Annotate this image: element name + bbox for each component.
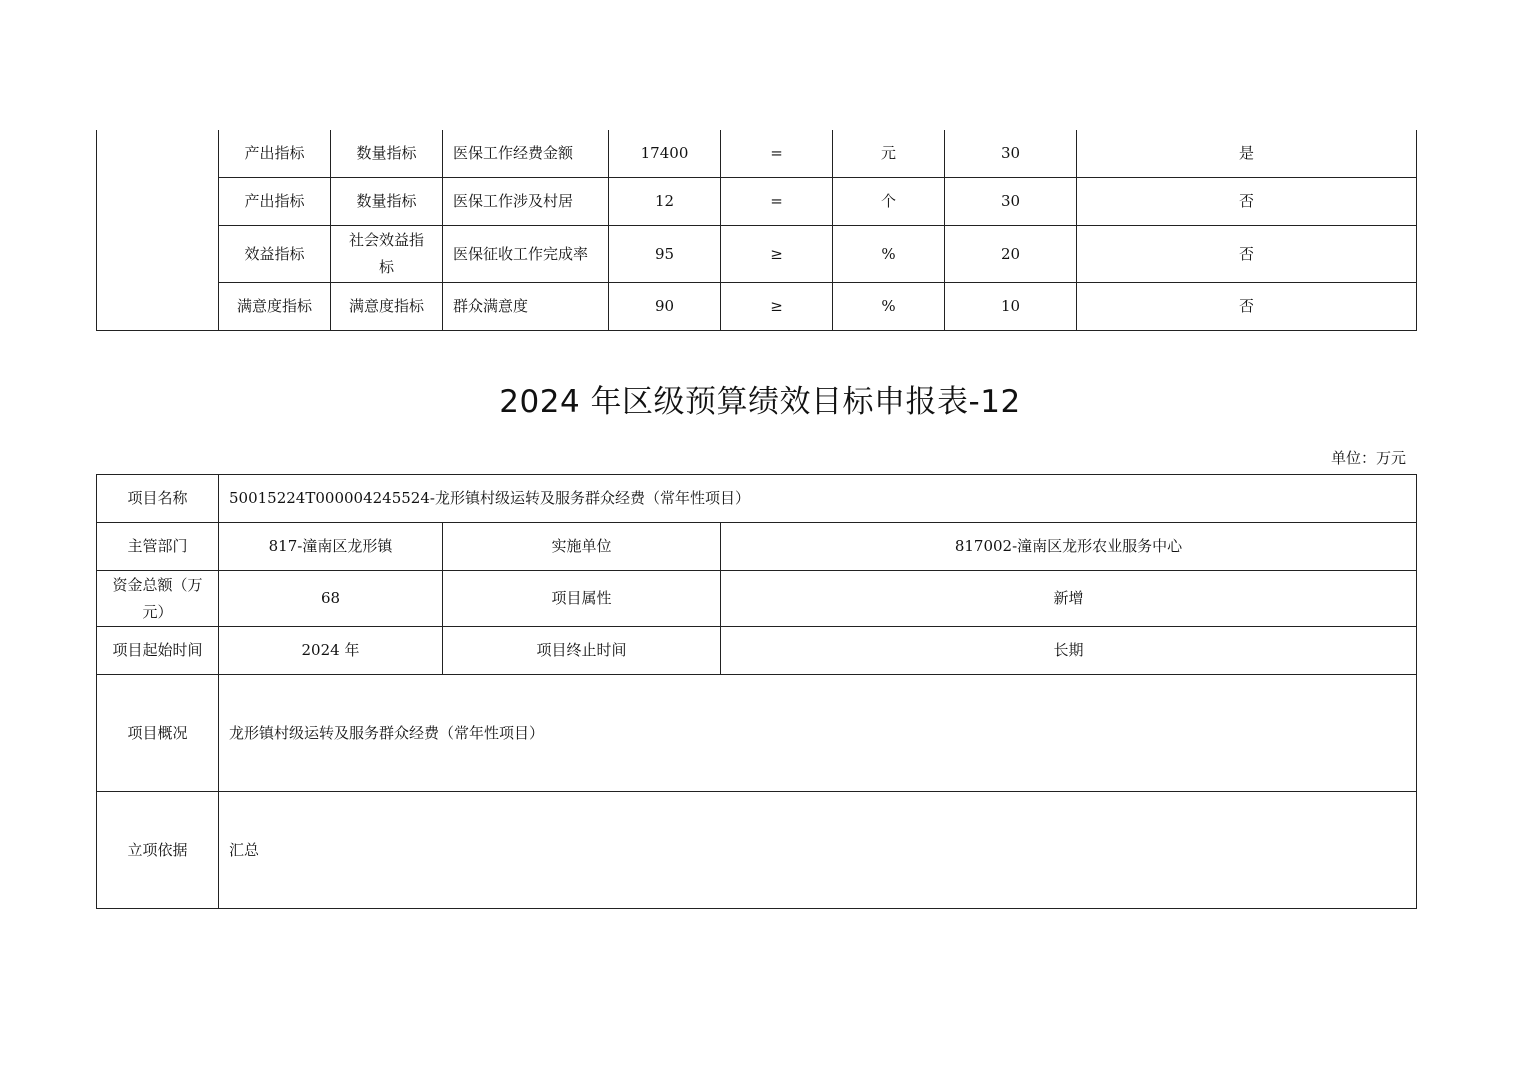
indicator-core: 是 (1077, 130, 1417, 178)
indicator-unit: 元 (833, 130, 945, 178)
indicator-name: 医保工作经费金额 (443, 130, 609, 178)
project-name-value: 50015224T000004245524-龙形镇村级运转及服务群众经费（常年性项目） (219, 475, 1417, 523)
table-row (97, 178, 1417, 226)
table-row (97, 571, 1417, 627)
level2-indicator: 满意度指标 (331, 283, 443, 331)
dept-label: 主管部门 (97, 523, 219, 571)
overview-value: 龙形镇村级运转及服务群众经费（常年性项目） (219, 675, 1417, 792)
end-value: 长期 (721, 627, 1417, 675)
level1-indicator: 产出指标 (219, 178, 331, 226)
indicator-core: 否 (1077, 226, 1417, 283)
table-row (97, 283, 1417, 331)
indicator-operator: = (721, 178, 833, 226)
indicator-name: 医保工作涉及村居 (443, 178, 609, 226)
indicator-core: 否 (1077, 283, 1417, 331)
project-name-label: 项目名称 (97, 475, 219, 523)
level1-indicator: 效益指标 (219, 226, 331, 283)
attr-label: 项目属性 (443, 571, 721, 627)
table-row (97, 523, 1417, 571)
indicator-unit: % (833, 226, 945, 283)
project-info-table (96, 474, 1417, 909)
table-row (97, 226, 1417, 283)
indicator-name: 群众满意度 (443, 283, 609, 331)
indicator-name: 医保征收工作完成率 (443, 226, 609, 283)
indicator-value: 95 (609, 226, 721, 283)
indicator-operator: ≥ (721, 226, 833, 283)
table-row (97, 627, 1417, 675)
indicator-unit: 个 (833, 178, 945, 226)
blank-cell (97, 130, 219, 331)
start-value: 2024 年 (219, 627, 443, 675)
page-title: 2024 年区级预算绩效目标申报表-12 (499, 384, 1021, 420)
impl-value: 817002-潼南区龙形农业服务中心 (721, 523, 1417, 571)
indicator-weight: 30 (945, 130, 1077, 178)
indicator-unit: % (833, 283, 945, 331)
indicator-value: 90 (609, 283, 721, 331)
table-row (97, 675, 1417, 792)
indicator-table (96, 130, 1417, 331)
fund-value: 68 (219, 571, 443, 627)
level2-indicator: 数量指标 (331, 130, 443, 178)
start-label: 项目起始时间 (97, 627, 219, 675)
indicator-operator: ≥ (721, 283, 833, 331)
level1-indicator: 产出指标 (219, 130, 331, 178)
indicator-operator: = (721, 130, 833, 178)
indicator-weight: 20 (945, 226, 1077, 283)
attr-value: 新增 (721, 571, 1417, 627)
indicator-core: 否 (1077, 178, 1417, 226)
indicator-value: 17400 (609, 130, 721, 178)
table-row (97, 130, 1417, 178)
end-label: 项目终止时间 (443, 627, 721, 675)
indicator-weight: 10 (945, 283, 1077, 331)
indicator-value: 12 (609, 178, 721, 226)
table-row (97, 792, 1417, 909)
level1-indicator: 满意度指标 (219, 283, 331, 331)
fund-label: 资金总额（万元） (97, 571, 219, 627)
basis-label: 立项依据 (97, 792, 219, 909)
unit-label: 单位：万元 (1330, 449, 1406, 467)
dept-value: 817-潼南区龙形镇 (219, 523, 443, 571)
level2-indicator: 社会效益指标 (331, 226, 443, 283)
level2-indicator: 数量指标 (331, 178, 443, 226)
basis-value: 汇总 (219, 792, 1417, 909)
indicator-weight: 30 (945, 178, 1077, 226)
overview-label: 项目概况 (97, 675, 219, 792)
impl-label: 实施单位 (443, 523, 721, 571)
table-row (97, 475, 1417, 523)
